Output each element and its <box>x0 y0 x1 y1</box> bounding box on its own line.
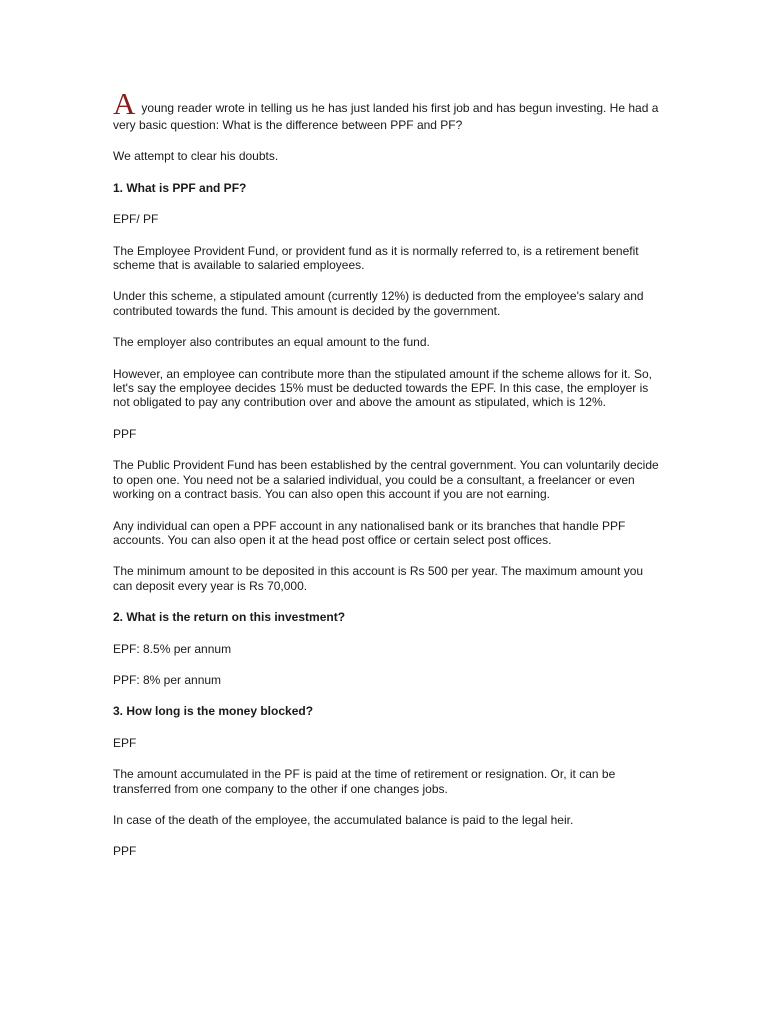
ppf-label: PPF <box>113 426 137 441</box>
epf-return-line: EPF: 8.5% per annum <box>113 641 232 656</box>
intro-text: young reader wrote in telling us he has just landed his first job and has begun investing. He had a very basic question: What is the difference between PPF and PF? <box>113 101 659 132</box>
epf-paragraph-2: Under this scheme, a stipulated amount (currently 12%) is deducted from the employee's salary and contributed towards the fund. This amount is decided by the government. <box>113 289 644 318</box>
ppf-paragraph-1: The Public Provident Fund has been established by the central government. You can voluntarily decide to open one. You need not be a salaried individual, you could be a consultant, a freelancer or even working on a contract basis. You can also open this account if you are not earning. <box>113 458 659 502</box>
ppf-return-line: PPF: 8% per annum <box>113 672 222 687</box>
epf-lockin-label: EPF <box>113 735 137 750</box>
intro-paragraph-2: We attempt to clear his doubts. <box>113 149 279 164</box>
article-body <box>113 86 661 876</box>
ppf-paragraph-2: Any individual can open a PPF account in any nationalised bank or its branches that handle PPF accounts. You can also open it at the head post office or certain select post offices. <box>113 518 626 547</box>
epf-paragraph-4: However, an employee can contribute more than the stipulated amount if the scheme allows for it. So, let's say the employee decides 15% must be deducted towards the EPF. In this case, the employer is not obligated to pay any contribution over and above the amount as stipulated, which is 12%. <box>113 366 652 410</box>
question-3-heading: 3. How long is the money blocked? <box>113 704 314 719</box>
intro-paragraph <box>113 86 661 132</box>
drop-cap: A <box>113 86 136 121</box>
epf-lockin-paragraph-2: In case of the death of the employee, the accumulated balance is paid to the legal heir. <box>113 812 574 827</box>
epf-paragraph-1: The Employee Provident Fund, or provident fund as it is normally referred to, is a retirement benefit scheme that is available to salaried employees. <box>113 243 639 273</box>
epf-pf-label: EPF/ PF <box>113 212 159 227</box>
ppf-lockin-label: PPF <box>113 844 137 859</box>
ppf-paragraph-3: The minimum amount to be deposited in this account is Rs 500 per year. The maximum amount you can deposit every year is Rs 70,000. <box>113 564 644 593</box>
epf-paragraph-3: The employer also contributes an equal amount to the fund. <box>113 335 430 350</box>
question-2-heading: 2. What is the return on this investment? <box>113 610 346 625</box>
epf-lockin-paragraph-1: The amount accumulated in the PF is paid at the time of retirement or resignation. Or, it can be transferred from one company to the other if one changes jobs. <box>113 767 616 796</box>
question-1-heading: 1. What is PPF and PF? <box>113 180 247 195</box>
